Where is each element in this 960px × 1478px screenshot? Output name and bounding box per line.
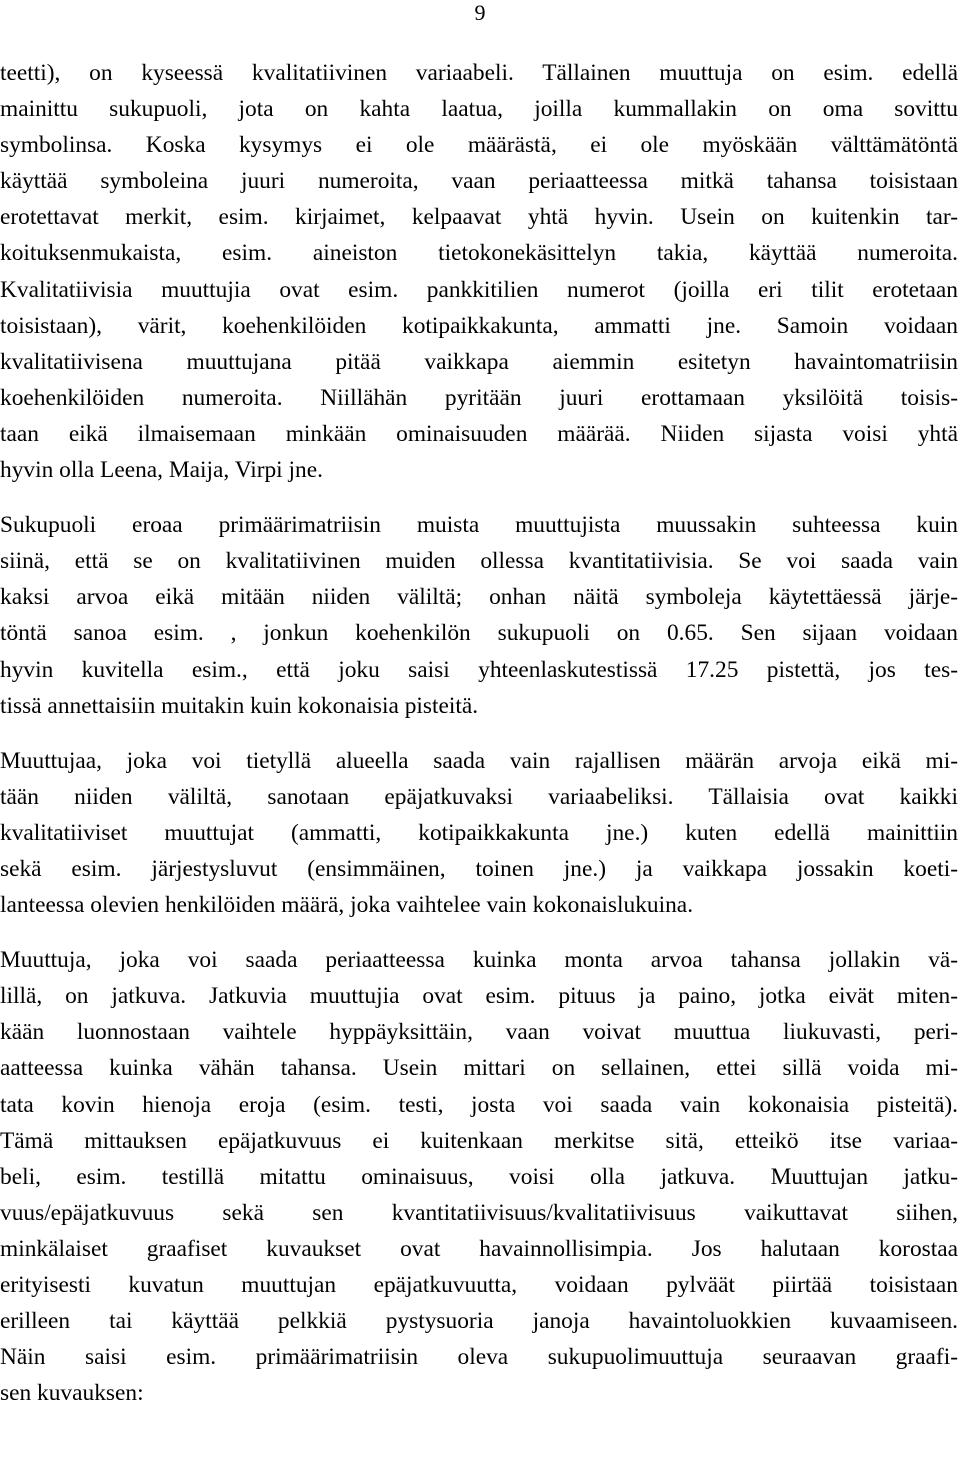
text-line: Tämä mittauksen epäjatkuvuus ei kuitenkaan merkitse sitä, etteikö itse variaa- [0,1127,958,1154]
text-line: Muuttujaa, joka voi tietyllä alueella saada vain rajallisen määrän arvoja eikä mi- [0,747,958,774]
text-line: tään niiden väliltä, sanotaan epäjatkuvaksi variaabeliksi. Tällaisia ovat kaikki [0,783,958,810]
text-line: kään luonnostaan vaihtele hyppäyksittäin, vaan voivat muuttua liukuvasti, peri- [0,1019,958,1046]
text-line: töntä sanoa esim. , jonkun koehenkilön sukupuoli on 0.65. Sen sijaan voidaan [0,620,958,647]
text-line: erilleen tai käyttää pelkkiä pystysuoria janoja havaintoluokkien kuvaamiseen. [0,1308,958,1335]
text-line: aatteessa kuinka vähän tahansa. Usein mittari on sellainen, ettei sillä voida mi- [0,1055,958,1082]
paragraph [0,942,958,1411]
text-line: siinä, että se on kvalitatiivinen muiden ollessa kvantitatiivisia. Se voi saada vain [0,548,958,575]
text-line: vuus/epäjatkuvuus sekä sen kvantitatiivisuus/kvalitatiivisuus vaikuttavat siihen, [0,1199,958,1226]
document-body [0,55,958,1411]
text-line: sen kuvauksen: [0,1380,144,1407]
text-line: koehenkilöiden numeroita. Niillähän pyritään juuri erottamaan yksilöitä toisis- [0,384,958,411]
text-line: lanteessa olevien henkilöiden määrä, joka vaihtelee vain kokonaislukuina. [0,892,694,919]
text-line: Kvalitatiivisia muuttujia ovat esim. pankkitilien numerot (joilla eri tilit erotetaan [0,276,958,303]
text-line: teetti), on kyseessä kvalitatiivinen variaabeli. Tällainen muuttuja on esim. edellä [0,60,958,86]
text-line: hyvin olla Leena, Maija, Virpi jne. [0,457,323,484]
text-line: erityisesti kuvatun muuttujan epäjatkuvuutta, voidaan pylväät piirtää toisistaan [0,1272,958,1298]
text-line: Sukupuoli eroaa primäärimatriisin muista muuttujista muussakin suhteessa kuin [0,512,958,539]
text-line: tissä annettaisiin muitakin kuin kokonaisia pisteitä. [0,692,479,719]
text-line: kvalitatiiviset muuttujat (ammatti, kotipaikkakunta jne.) kuten edellä mainittiin [0,819,958,846]
text-line: koituksenmukaista, esim. aineiston tietokonekäsittelyn takia, käyttää numeroita. [0,240,958,267]
text-line: mainittu sukupuoli, jota on kahta laatua, joilla kummallakin on oma sovittu [0,96,958,123]
text-line: lillä, on jatkuva. Jatkuvia muuttujia ovat esim. pituus ja paino, jotka eivät miten- [0,983,958,1010]
text-line: erotettavat merkit, esim. kirjaimet, kelpaavat yhtä hyvin. Usein on kuitenkin tar- [0,204,958,231]
paragraph [0,743,958,923]
paragraph [0,507,958,724]
paragraph [0,55,958,488]
page-number: 9 [474,0,486,25]
text-line: Muuttuja, joka voi saada periaatteessa kuinka monta arvoa tahansa jollakin vä- [0,947,958,974]
text-line: kvalitatiivisena muuttujana pitää vaikkapa aiemmin esitetyn havaintomatriisin [0,348,958,375]
text-line: toisistaan), värit, koehenkilöiden kotipaikkakunta, ammatti jne. Samoin voidaan [0,312,958,339]
text-line: käyttää symboleina juuri numeroita, vaan periaatteessa mitkä tahansa toisistaan [0,168,958,195]
text-line: Näin saisi esim. primäärimatriisin oleva sukupuolimuuttuja seuraavan graafi- [0,1344,958,1371]
text-line: sekä esim. järjestysluvut (ensimmäinen, toinen jne.) ja vaikkapa jossakin koeti- [0,855,958,882]
text-line: hyvin kuvitella esim., että joku saisi yhteenlaskutestissä 17.25 pistettä, jos tes- [0,656,958,683]
text-line: kaksi arvoa eikä mitään niiden väliltä; onhan näitä symboleja käytettäessä järje- [0,584,958,611]
text-line: minkälaiset graafiset kuvaukset ovat havainnollisimpia. Jos halutaan korostaa [0,1235,958,1262]
text-line: beli, esim. testillä mitattu ominaisuus, voisi olla jatkuva. Muuttujan jatku- [0,1163,958,1190]
text-line: symbolinsa. Koska kysymys ei ole määrästä, ei ole myöskään välttämätöntä [0,132,958,159]
text-line: tata kovin hienoja eroja (esim. testi, josta voi saada vain kokonaisia pisteitä). [0,1091,958,1118]
text-line: taan eikä ilmaisemaan minkään ominaisuuden määrää. Niiden sijasta voisi yhtä [0,420,958,447]
